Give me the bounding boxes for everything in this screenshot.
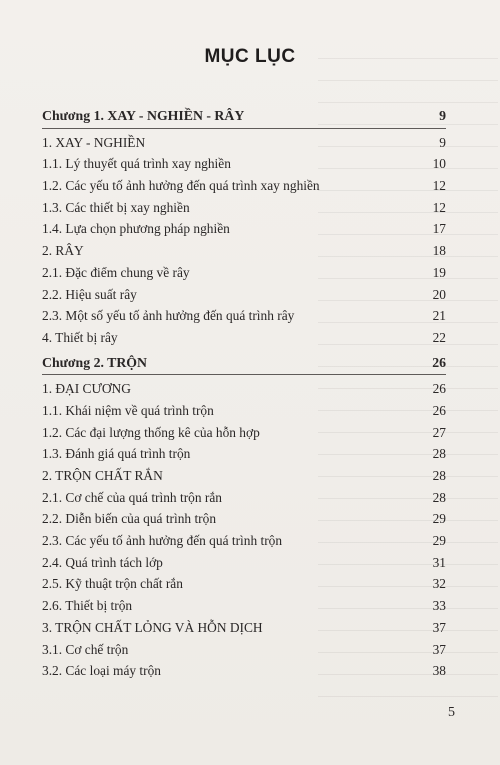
toc-entry-label: 2.2. Hiệu suất rây	[42, 286, 137, 302]
toc-entry-label: 1.2. Các yếu tố ảnh hưởng đến quá trình xay nghiền	[42, 178, 320, 194]
chapter-divider	[42, 128, 446, 129]
toc-entry-page: 9	[439, 108, 446, 123]
toc-entry-page: 10	[432, 156, 446, 172]
toc-entry[interactable]	[42, 263, 446, 285]
toc-entry-label: 1. XAY - NGHIỀN	[42, 134, 146, 150]
toc-entry-label: 1.2. Các đại lượng thống kê của hỗn hợp	[42, 424, 260, 440]
toc-entry-page: 22	[432, 329, 446, 345]
toc-entry[interactable]	[42, 285, 446, 307]
toc-entry-label: 1.3. Các thiết bị xay nghiền	[42, 199, 190, 215]
toc-entry[interactable]	[42, 531, 446, 553]
toc-entry[interactable]	[42, 401, 446, 423]
toc-entry-page: 28	[432, 446, 446, 462]
toc-entry-page: 28	[432, 468, 446, 483]
toc-entry-page: 33	[432, 598, 446, 614]
toc-entry-label: 2.3. Một số yếu tố ảnh hưởng đến quá trình rây	[42, 308, 295, 324]
toc-entry[interactable]	[42, 306, 446, 328]
toc-entry-label: 2.2. Diễn biến của quá trình trộn	[42, 511, 217, 527]
toc-entry-page: 21	[432, 308, 446, 324]
toc-entry-label: 1.1. Khái niệm về quá trình trộn	[42, 402, 214, 418]
table-of-contents	[42, 106, 446, 683]
toc-entry-page: 29	[432, 533, 446, 549]
toc-entry-page: 19	[432, 264, 446, 280]
toc-entry[interactable]	[42, 466, 446, 488]
toc-entry-label: 2.4. Quá trình tách lớp	[42, 554, 163, 570]
toc-entry-label: 2. RÂY	[42, 243, 84, 259]
toc-entry-page: 20	[432, 286, 446, 302]
page-title: MỤC LỤC	[204, 46, 296, 67]
toc-entry-page: 18	[432, 243, 446, 259]
chapter-divider	[42, 374, 446, 375]
toc-entry[interactable]	[42, 241, 446, 263]
toc-entry-label: 2.5. Kỹ thuật trộn chất rắn	[42, 576, 183, 592]
page-number: 5	[448, 705, 455, 720]
toc-entry-page: 27	[432, 424, 446, 440]
toc-entry-label: 2.6. Thiết bị trộn	[42, 598, 133, 614]
toc-entry-label: 1.4. Lựa chọn phương pháp nghiền	[42, 221, 230, 237]
toc-entry[interactable]	[42, 423, 446, 445]
toc-entry[interactable]	[42, 574, 446, 596]
toc-entry-label: 1.1. Lý thuyết quá trình xay nghiền	[42, 156, 231, 172]
toc-entry-label: 2.3. Các yếu tố ảnh hưởng đến quá trình trộn	[42, 533, 283, 549]
toc-entry[interactable]	[42, 596, 446, 618]
toc-entry[interactable]	[42, 553, 446, 575]
toc-entry-label: Chương 2. TRỘN	[42, 354, 147, 370]
toc-entry-page: 26	[432, 381, 446, 397]
toc-entry[interactable]	[42, 198, 446, 220]
toc-entry-page: 31	[432, 554, 446, 570]
toc-entry-page: 12	[432, 199, 446, 215]
toc-entry-page: 37	[432, 619, 446, 635]
toc-entry-page: 28	[432, 489, 446, 505]
toc-entry[interactable]	[42, 176, 446, 198]
toc-entry-page: 29	[432, 511, 446, 527]
toc-entry-label: 2. TRỘN CHẤT RẮN	[42, 468, 163, 483]
toc-entry-page: 38	[432, 663, 446, 679]
toc-entry-label: 3. TRỘN CHẤT LỎNG VÀ HỖN DỊCH	[42, 619, 263, 635]
toc-entry-page: 12	[432, 178, 446, 194]
toc-entry[interactable]	[42, 133, 446, 155]
toc-entry-page: 26	[432, 354, 446, 370]
toc-entry[interactable]	[42, 328, 446, 350]
toc-entry-label: 1. ĐẠI CƯƠNG	[42, 381, 131, 397]
toc-entry[interactable]	[42, 488, 446, 510]
toc-entry[interactable]	[42, 640, 446, 662]
toc-entry[interactable]	[42, 106, 446, 128]
toc-entry-page: 37	[432, 641, 446, 657]
toc-entry-page: 32	[432, 576, 446, 592]
toc-entry-label: 4. Thiết bị rây	[42, 329, 118, 345]
toc-entry-label: 1.3. Đánh giá quá trình trộn	[42, 446, 191, 462]
toc-entry-label: 3.1. Cơ chế trộn	[42, 641, 129, 657]
toc-entry[interactable]	[42, 154, 446, 176]
toc-entry[interactable]	[42, 618, 446, 640]
toc-entry-page: 26	[432, 402, 446, 418]
toc-entry-label: 3.2. Các loại máy trộn	[42, 663, 161, 679]
toc-entry-label: 2.1. Đặc điểm chung về rây	[42, 264, 190, 280]
toc-entry[interactable]	[42, 353, 446, 375]
toc-entry[interactable]	[42, 219, 446, 241]
toc-entry[interactable]	[42, 661, 446, 683]
toc-entry-label: 2.1. Cơ chế của quá trình trộn rắn	[42, 489, 222, 505]
toc-entry-page: 17	[432, 221, 446, 237]
toc-entry[interactable]	[42, 379, 446, 401]
toc-entry-page: 9	[439, 134, 446, 150]
toc-entry[interactable]	[42, 509, 446, 531]
toc-entry-label: Chương 1. XAY - NGHIỀN - RÂY	[42, 108, 245, 123]
toc-entry[interactable]	[42, 444, 446, 466]
